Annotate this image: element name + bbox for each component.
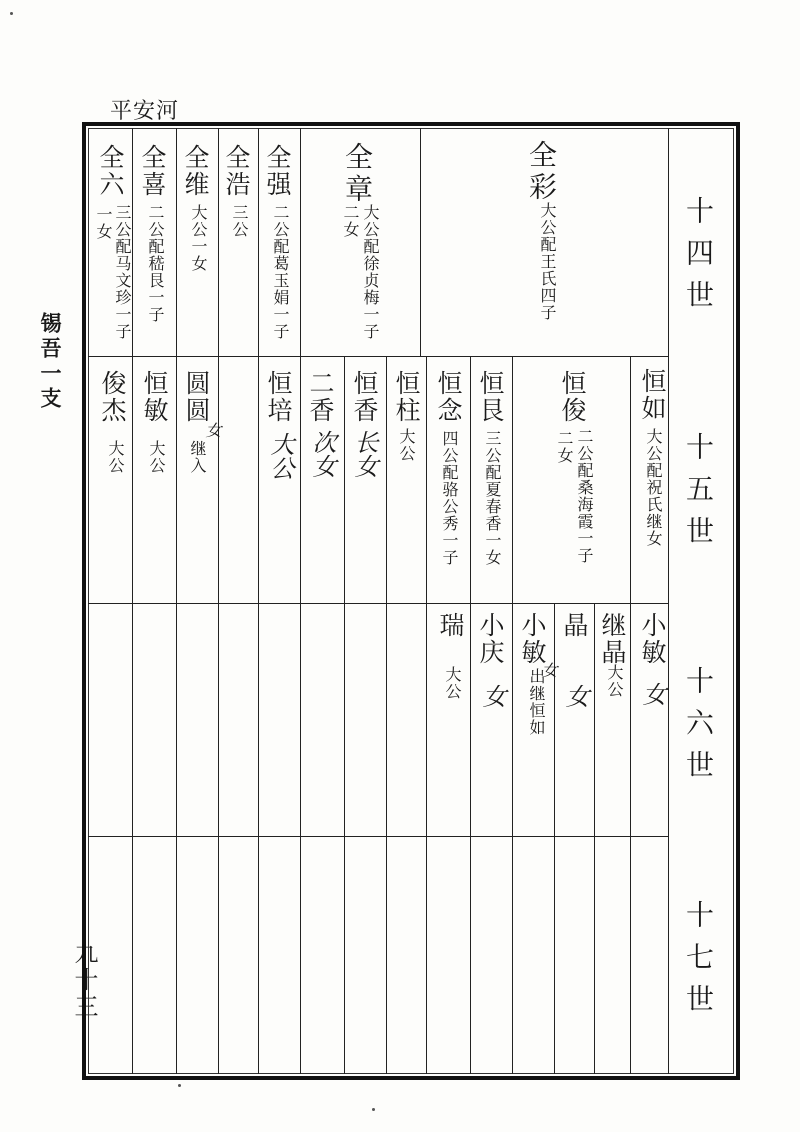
person-name: 全强 [263, 144, 292, 198]
person-description: 三公 [230, 204, 249, 238]
person-name: 全喜 [138, 144, 167, 198]
person-name: 继晶 [598, 612, 627, 666]
handwritten-note: 长女 [350, 430, 378, 478]
scan-speck [178, 1084, 181, 1087]
handwritten-note: 女 [561, 684, 589, 708]
handwritten-note: 大公 [266, 432, 294, 480]
person-name: 小敏 [638, 612, 667, 666]
person-name: 全章 [341, 142, 374, 206]
person-description: 大公配王氏四子 [538, 202, 557, 321]
person-name: 全六 [96, 144, 125, 198]
handwritten-note: 女 [539, 662, 558, 678]
generation-label-15: 十五世 [682, 432, 715, 558]
person-name: 恒俊 [558, 370, 587, 424]
genealogy-table-inner-border [88, 128, 734, 1074]
person-description: 大公 [147, 440, 166, 474]
person-name: 恒敏 [140, 370, 169, 424]
person-description: 大公 [443, 666, 462, 700]
generation-label-17: 十七世 [682, 900, 715, 1026]
person-name: 全浩 [222, 144, 251, 198]
person-name: 恒念 [434, 370, 463, 424]
person-description: 二女 [555, 430, 574, 464]
person-description: 大公一女 [189, 204, 208, 272]
person-description: 一女 [94, 206, 113, 240]
person-name: 恒柱 [392, 370, 421, 424]
generation-label-16: 十六世 [682, 666, 715, 792]
person-name: 全彩 [525, 140, 558, 204]
person-name: 小敏 [518, 612, 547, 666]
person-name: 全维 [181, 144, 210, 198]
person-description: 大公 [397, 428, 416, 462]
handwritten-note: 女 [638, 682, 666, 706]
person-name: 二香 [306, 370, 335, 424]
person-name: 恒如 [638, 368, 667, 422]
person-description: 二公配葛玉娟一子 [271, 204, 290, 340]
person-description: 四公配骆公秀一子 [440, 430, 459, 566]
person-description: 大公 [605, 664, 624, 698]
person-name: 小庆 [476, 612, 505, 666]
person-description: 三公配夏春香一女 [483, 430, 502, 566]
person-name: 恒艮 [476, 370, 505, 424]
person-description: 三公配马文珍一子 [113, 204, 132, 340]
page-number: 九十三 [70, 940, 98, 1021]
person-description: 继入 [188, 440, 207, 474]
scan-speck [372, 1108, 375, 1111]
person-description: 二公配桑海霞一子 [575, 428, 594, 564]
person-description: 二女 [341, 204, 360, 238]
person-description: 二公配嵇艮一子 [146, 204, 165, 323]
person-name: 恒香 [350, 370, 379, 424]
person-name: 恒培 [264, 370, 293, 424]
handwritten-note: 女 [478, 684, 506, 708]
person-name: 圆圆 [182, 370, 211, 424]
header-note: 平安河 [110, 99, 180, 124]
person-name: 瑞 [436, 612, 465, 639]
handwritten-note: 次女 [308, 430, 336, 478]
scan-speck [10, 12, 13, 15]
person-name: 晶 [560, 612, 589, 639]
person-description: 大公配祝氏继女 [644, 428, 663, 547]
generation-label-14: 十四世 [682, 196, 715, 322]
person-name: 俊杰 [98, 370, 127, 424]
handwritten-note: 女 [203, 422, 222, 438]
branch-label: 锡吾一支 [38, 312, 63, 412]
person-description: 出继恒如 [527, 668, 546, 736]
person-description: 大公 [106, 440, 125, 474]
person-description: 大公配徐贞梅一子 [361, 204, 380, 340]
